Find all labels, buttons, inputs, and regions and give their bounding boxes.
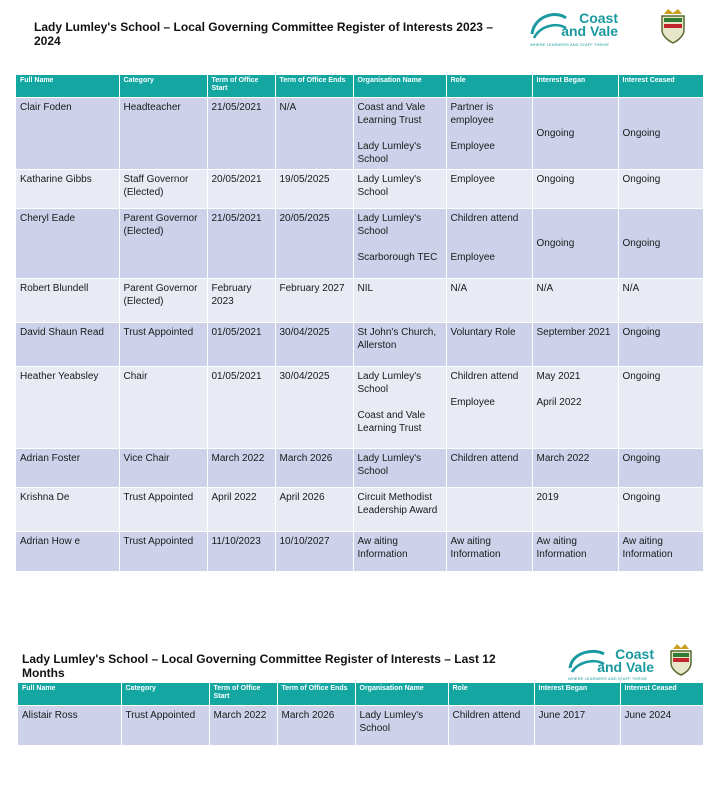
cell-start: March 2022	[209, 705, 277, 745]
cell-ceased: Aw aiting Information	[618, 531, 703, 571]
cell-ceased: N/A	[618, 278, 703, 322]
cell-ends: February 2027	[275, 278, 353, 322]
coast-and-vale-logo	[528, 6, 620, 50]
col-header: Term of Office Start	[209, 683, 277, 705]
register-table	[16, 75, 704, 571]
table-row	[16, 169, 703, 208]
cell-name: Alistair Ross	[18, 705, 121, 745]
table-row	[16, 208, 703, 278]
table-row	[16, 278, 703, 322]
role-2: Employee	[450, 251, 495, 263]
cell-name: Robert Blundell	[16, 278, 119, 322]
cell-start: 20/05/2021	[207, 169, 275, 208]
col-header: Interest Ceased	[618, 75, 703, 97]
role-2: Employee	[450, 396, 495, 408]
col-header: Full Name	[18, 683, 121, 705]
cell-began: Aw aiting Information	[532, 531, 618, 571]
col-header: Term of Office Ends	[275, 75, 353, 97]
cell-began	[532, 366, 618, 448]
cell-ceased	[618, 208, 703, 278]
cell-role: Voluntary Role	[446, 322, 532, 366]
cell-start: 21/05/2021	[207, 97, 275, 169]
cell-category: Headteacher	[119, 97, 207, 169]
cell-ends: March 2026	[275, 448, 353, 487]
table-row	[16, 97, 703, 169]
ceased-text: Ongoing	[622, 127, 661, 139]
cell-category: Staff Governor (Elected)	[119, 169, 207, 208]
col-header: Interest Began	[534, 683, 620, 705]
cell-ceased: Ongoing	[618, 448, 703, 487]
coast-and-vale-logo-2	[566, 644, 658, 684]
page-title-2: Lady Lumley's School – Local Governing Committee Register of Interests – Last 12 Months	[22, 652, 496, 680]
cell-category: Trust Appointed	[119, 487, 207, 531]
cell-role: Aw aiting Information	[446, 531, 532, 571]
cell-ends: 30/04/2025	[275, 366, 353, 448]
cell-name: Heather Yeabsley	[16, 366, 119, 448]
cell-ends: April 2026	[275, 487, 353, 531]
cell-began: Ongoing	[532, 169, 618, 208]
table-row	[18, 705, 703, 745]
began-2: April 2022	[536, 396, 582, 408]
cell-start: 11/10/2023	[207, 531, 275, 571]
cell-category: Trust Appointed	[121, 705, 209, 745]
cell-org	[353, 208, 446, 278]
cell-ceased: Ongoing	[618, 487, 703, 531]
cell-ceased: Ongoing	[618, 322, 703, 366]
role-1: Children attend	[450, 370, 519, 382]
cell-category: Parent Governor (Elected)	[119, 208, 207, 278]
logo-tagline: WHERE LEARNERS AND STAFF THRIVE	[568, 676, 648, 681]
cell-role	[446, 366, 532, 448]
logo-line-2: and Vale	[597, 659, 654, 675]
table-row	[16, 366, 703, 448]
table-row	[16, 487, 703, 531]
cell-ceased: June 2024	[620, 705, 703, 745]
logo-line-2: and Vale	[561, 23, 618, 39]
cell-org: Circuit Methodist Leadership Award	[353, 487, 446, 531]
cell-org: Lady Lumley's School	[355, 705, 448, 745]
cell-ends: N/A	[275, 97, 353, 169]
cell-began	[532, 208, 618, 278]
register-table-last-12-months	[18, 683, 704, 745]
table-header-row	[18, 683, 703, 705]
col-header: Organisation Name	[353, 75, 446, 97]
cell-name: Adrian How e	[16, 531, 119, 571]
began-text: Ongoing	[536, 127, 575, 139]
logo-tagline: WHERE LEARNERS AND STAFF THRIVE	[530, 42, 610, 47]
cell-category: Trust Appointed	[119, 322, 207, 366]
cell-role	[446, 208, 532, 278]
cell-ends: 10/10/2027	[275, 531, 353, 571]
cell-org: Aw aiting Information	[353, 531, 446, 571]
role-1: Partner is employee	[450, 101, 494, 126]
cell-role: Children attend	[448, 705, 534, 745]
cell-ceased	[618, 97, 703, 169]
ceased-text: Ongoing	[622, 237, 661, 249]
cell-name: Clair Foden	[16, 97, 119, 169]
org-2: Coast and Vale Learning Trust	[357, 409, 426, 434]
cell-ends: March 2026	[277, 705, 355, 745]
cell-org: NIL	[353, 278, 446, 322]
table-row	[16, 448, 703, 487]
org-2: Lady Lumley's School	[357, 140, 422, 165]
cell-name: David Shaun Read	[16, 322, 119, 366]
cell-role	[446, 487, 532, 531]
cell-category: Vice Chair	[119, 448, 207, 487]
cell-name: Adrian Foster	[16, 448, 119, 487]
role-2: Employee	[450, 140, 495, 152]
cell-ends: 30/04/2025	[275, 322, 353, 366]
col-header: Term of Office Ends	[277, 683, 355, 705]
cell-category: Trust Appointed	[119, 531, 207, 571]
cell-org: Lady Lumley's School	[353, 169, 446, 208]
cell-category: Parent Governor (Elected)	[119, 278, 207, 322]
table-row	[16, 322, 703, 366]
cell-org: St John's Church, Allerston	[353, 322, 446, 366]
col-header: Organisation Name	[355, 683, 448, 705]
org-1: Lady Lumley's School	[357, 370, 422, 395]
school-crest-icon	[656, 6, 690, 46]
cell-start: 01/05/2021	[207, 322, 275, 366]
cell-began: N/A	[532, 278, 618, 322]
cell-category: Chair	[119, 366, 207, 448]
col-header: Category	[119, 75, 207, 97]
cell-start: April 2022	[207, 487, 275, 531]
cell-org	[353, 97, 446, 169]
cell-start: 21/05/2021	[207, 208, 275, 278]
cell-org	[353, 366, 446, 448]
table-header-row	[16, 75, 703, 97]
page-title: Lady Lumley's School – Local Governing Committee Register of Interests 2023 – 2024	[34, 20, 493, 48]
col-header: Term of Office Start	[207, 75, 275, 97]
cell-start: 01/05/2021	[207, 366, 275, 448]
cell-ceased: Ongoing	[618, 366, 703, 448]
col-header: Category	[121, 683, 209, 705]
cell-role	[446, 97, 532, 169]
began-text: Ongoing	[536, 237, 575, 249]
cell-start: March 2022	[207, 448, 275, 487]
cell-start: February 2023	[207, 278, 275, 322]
cell-name: Cheryl Eade	[16, 208, 119, 278]
org-1: Coast and Vale Learning Trust	[357, 101, 426, 126]
cell-org: Lady Lumley's School	[353, 448, 446, 487]
cell-role: Children attend	[446, 448, 532, 487]
cell-ends: 20/05/2025	[275, 208, 353, 278]
cell-name: Krishna De	[16, 487, 119, 531]
cell-role: N/A	[446, 278, 532, 322]
cell-began: 2019	[532, 487, 618, 531]
col-header: Role	[446, 75, 532, 97]
cell-ends: 19/05/2025	[275, 169, 353, 208]
logo-line-1: Coast	[579, 10, 618, 26]
org-2: Scarborough TEC	[357, 251, 438, 263]
role-1: Children attend	[450, 212, 519, 224]
cell-ceased: Ongoing	[618, 169, 703, 208]
col-header: Full Name	[16, 75, 119, 97]
cell-name: Katharine Gibbs	[16, 169, 119, 208]
table-row	[16, 531, 703, 571]
col-header: Interest Began	[532, 75, 618, 97]
cell-began: June 2017	[534, 705, 620, 745]
org-1: Lady Lumley's School	[357, 212, 422, 237]
col-header: Interest Ceased	[620, 683, 703, 705]
cell-began: March 2022	[532, 448, 618, 487]
cell-began: September 2021	[532, 322, 618, 366]
col-header: Role	[448, 683, 534, 705]
cell-began	[532, 97, 618, 169]
cell-role: Employee	[446, 169, 532, 208]
logo-line-1: Coast	[615, 646, 654, 662]
school-crest-icon	[666, 642, 696, 678]
began-1: May 2021	[536, 370, 581, 382]
